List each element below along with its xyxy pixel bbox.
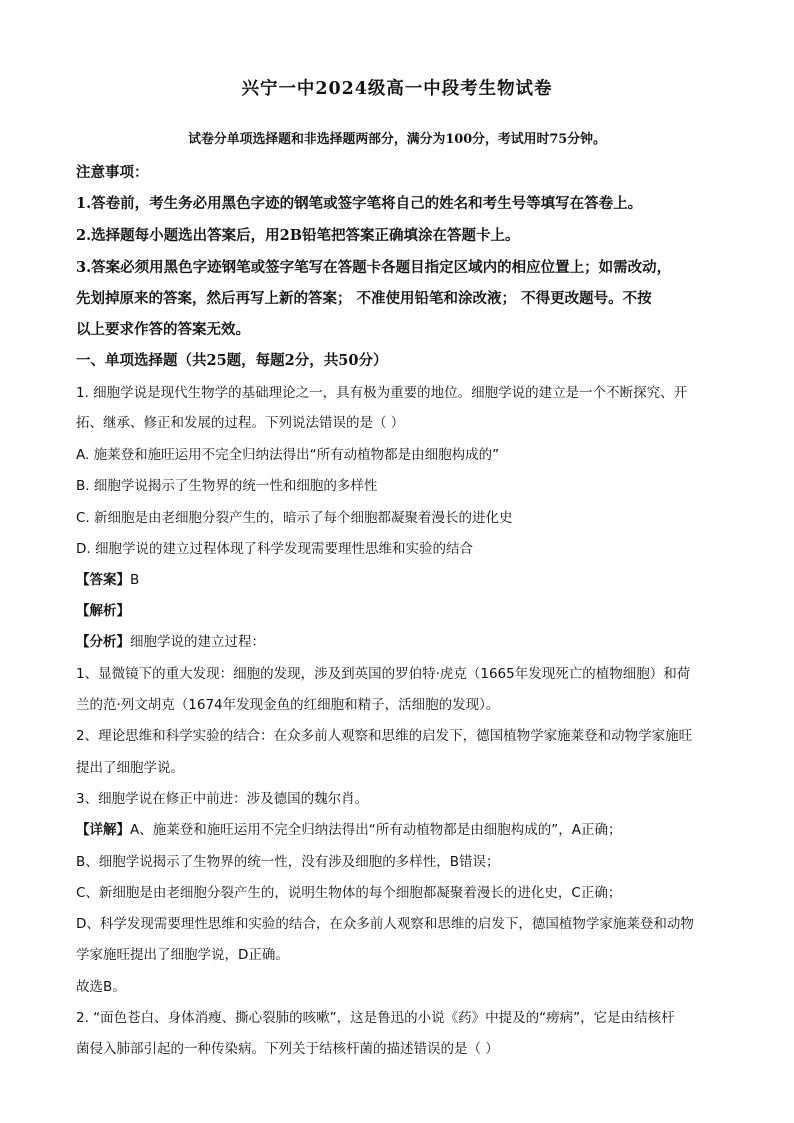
fenxi-point-1-line-2: 兰的范·列文胡克（1674年发现金鱼的红细胞和精子，活细胞的发现）。 xyxy=(76,697,500,713)
question-1-option-c: C. 新细胞是由老细胞分裂产生的，暗示了每个细胞都凝聚着漫长的进化史 xyxy=(76,510,513,526)
notice-item-3-line-3: 以上要求作答的答案无效。 xyxy=(76,321,250,338)
notice-heading: 注意事项： xyxy=(76,164,149,181)
question-1-option-a: A. 施莱登和施旺运用不完全归纳法得出“所有动植物都是由细胞构成的” xyxy=(76,447,500,463)
notice-item-3-line-1: 3.答案必须用黑色字迹钢笔或签字笔写在答题卡各题目指定区域内的相应位置上；如需改动， xyxy=(76,259,672,276)
xiangjie-line-a xyxy=(76,818,621,838)
xiangjie-text-a: A、施莱登和施旺运用不完全归纳法得出“所有动植物都是由细胞构成的”，A正确； xyxy=(130,822,622,838)
notice-item-1: 1.答卷前，考生务必用黑色字迹的钢笔或签字笔将自己的姓名和考生号等填写在答卷上。 xyxy=(76,195,643,212)
question-1-line-2: 拓、继承、修正和发展的过程。下列说法错误的是（ ） xyxy=(76,415,405,431)
page-title: 兴宁一中2024级高一中段考生物试卷 xyxy=(241,79,553,99)
question-2-line-1: 2. “面色苍白、身体消瘦、撕心裂肺的咳嗽”，这是鲁迅的小说《药》中提及的“痨病”，它是由结核杆 xyxy=(76,1010,675,1026)
question-1-option-b: B. 细胞学说揭示了生物界的统一性和细胞的多样性 xyxy=(76,478,378,494)
fenxi-text: 细胞学说的建立过程： xyxy=(130,634,265,650)
fenxi-tag: 【分析】 xyxy=(76,634,130,650)
xiangjie-line-c: C、新细胞是由老细胞分裂产生的，说明生物体的每个细胞都凝聚着漫长的进化史，C正确； xyxy=(76,885,622,901)
exam-subtitle: 试卷分单项选择题和非选择题两部分，满分为100分，考试用时75分钟。 xyxy=(188,132,606,147)
question-1-line-1: 1. 细胞学说是现代生物学的基础理论之一，具有极为重要的地位。细胞学说的建立是一个不断探究、开 xyxy=(76,385,688,401)
fenxi-line xyxy=(76,630,265,650)
xiangjie-tag: 【详解】 xyxy=(76,822,130,838)
analysis-tag: 【解析】 xyxy=(76,603,130,619)
question-1-option-d: D. 细胞学说的建立过程体现了科学发现需要理性思维和实验的结合 xyxy=(76,541,473,557)
xiangjie-line-b: B、细胞学说揭示了生物界的统一性，没有涉及细胞的多样性，B错误； xyxy=(76,854,500,870)
answer-value: B xyxy=(130,572,140,588)
conclusion: 故选B。 xyxy=(76,979,126,995)
question-2-line-2: 菌侵入肺部引起的一种传染病。下列关于结核杆菌的描述错误的是（ ） xyxy=(76,1041,499,1057)
notice-item-3-line-2: 先划掉原来的答案，然后再写上新的答案； 不准使用铅笔和涂改液； 不得更改题号。不按 xyxy=(76,290,652,307)
fenxi-point-2-line-1: 2、理论思维和科学实验的结合：在众多前人观察和思维的启发下，德国植物学家施莱登和动物学家施旺 xyxy=(76,728,693,744)
fenxi-point-1-line-1: 1、显微镜下的重大发现：细胞的发现，涉及到英国的罗伯特·虎克（1665年发现死亡的植物细胞）和荷 xyxy=(76,666,691,682)
notice-item-2: 2.选择题每小题选出答案后，用2B铅笔把答案正确填涂在答题卡上。 xyxy=(76,227,520,244)
xiangjie-line-d-2: 学家施旺提出了细胞学说，D正确。 xyxy=(76,947,289,963)
section-heading: 一、单项选择题（共25题，每题2分，共50分） xyxy=(76,352,388,369)
fenxi-point-3: 3、细胞学说在修正中前进：涉及德国的魏尔肖。 xyxy=(76,791,369,807)
xiangjie-line-d-1: D、科学发现需要理性思维和实验的结合，在众多前人观察和思维的启发下，德国植物学家施莱登和动物 xyxy=(76,916,694,932)
fenxi-point-2-line-2: 提出了细胞学说。 xyxy=(76,760,184,776)
answer-tag: 【答案】 xyxy=(76,572,130,588)
answer-line xyxy=(76,568,139,588)
